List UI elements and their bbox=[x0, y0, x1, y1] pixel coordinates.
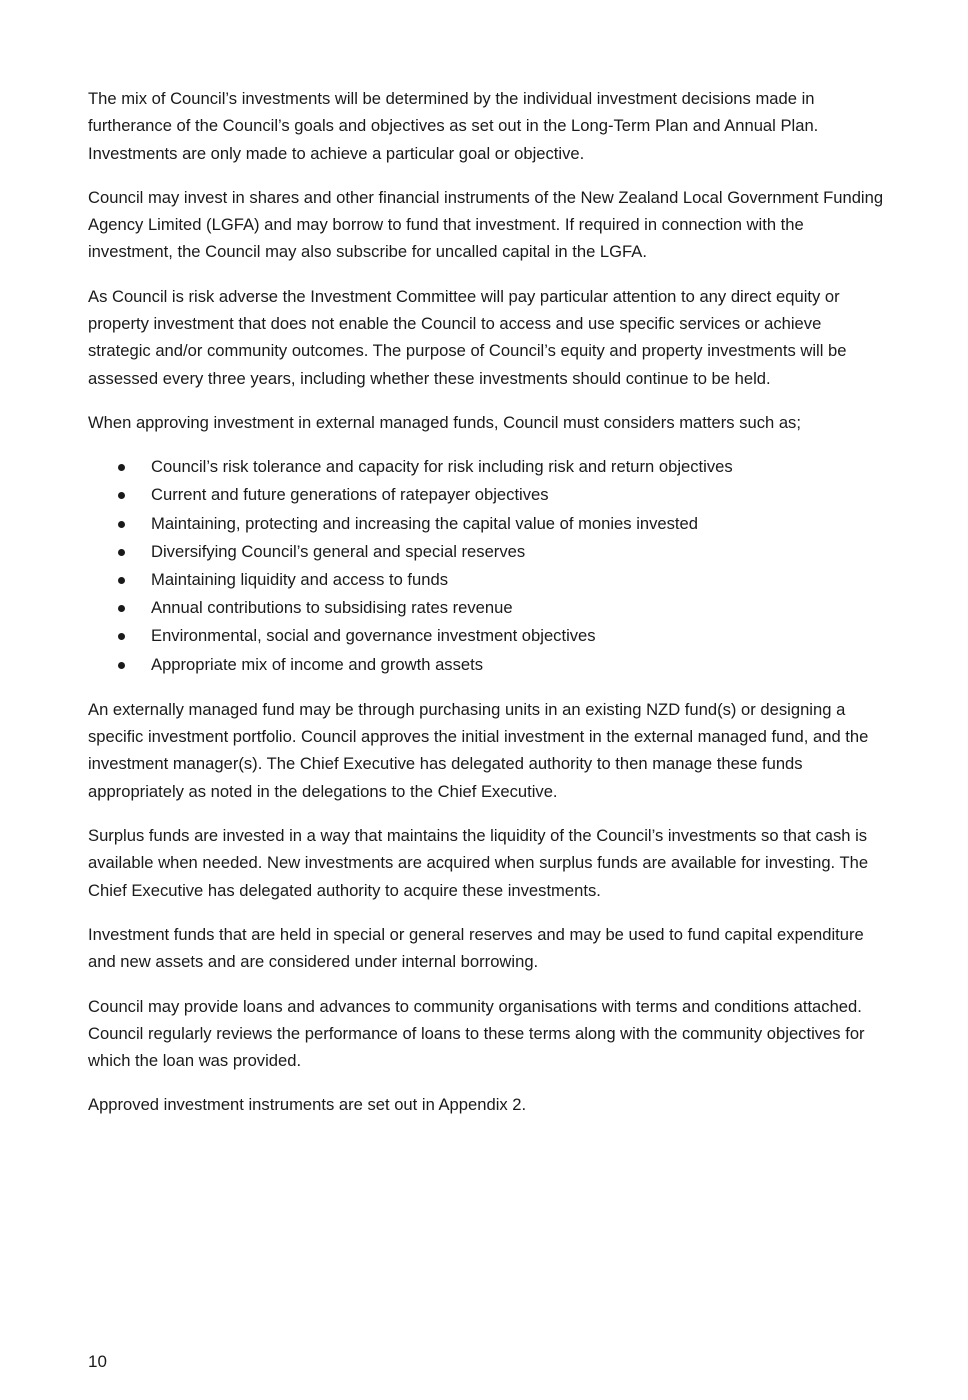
list-item-text: Council’s risk tolerance and capacity for risk including risk and return objectives bbox=[151, 457, 733, 477]
page-content bbox=[88, 85, 888, 1136]
list-item-text: Current and future generations of ratepayer objectives bbox=[151, 485, 549, 505]
paragraph-lgfa: Council may invest in shares and other financial instruments of the New Zealand Local Government Funding Agency Limited (LGFA) and may borrow to fund that investment. If required in connection with the investment, the Council may also subscribe for uncalled capital in the LGFA. bbox=[88, 187, 884, 262]
bullet-icon bbox=[118, 549, 125, 556]
list-item-text: Maintaining, protecting and increasing the capital value of monies invested bbox=[151, 513, 699, 533]
list-item-text: Diversifying Council’s general and special reserves bbox=[151, 541, 526, 561]
list-item bbox=[88, 481, 888, 509]
bullet-icon bbox=[118, 605, 125, 612]
paragraph-surplus-funds: Surplus funds are invested in a way that maintains the liquidity of the Council’s investments so that cash is available when needed. New investments are acquired when surplus funds are available for investing. The Chief Executive has delegated authority to acquire these investments. bbox=[88, 826, 869, 900]
considerations-list bbox=[88, 453, 888, 679]
page-number: 10 bbox=[88, 1352, 107, 1371]
paragraph-investment-mix: The mix of Council’s investments will be determined by the individual investment decisions made in furtherance of the Council’s goals and objectives as set out in the Long-Term Plan and Annual Plan. Investments are only made to achieve a particular goal or objective. bbox=[88, 89, 819, 163]
paragraph-risk-adverse: As Council is risk adverse the Investment Committee will pay particular attention to any direct equity or property investment that does not enable the Council to access and use specific services or achieve strategic and/or community outcomes. The purpose of Council’s equity and property investments will be assessed every three years, including whether these investments should continue to be held. bbox=[88, 286, 847, 388]
paragraph-reserves: Investment funds that are held in special or general reserves and may be used to fund capital expenditure and new assets and are considered under internal borrowing. bbox=[88, 924, 864, 972]
bullet-icon bbox=[118, 662, 125, 669]
list-item-text: Annual contributions to subsidising rates revenue bbox=[151, 598, 513, 618]
list-item-text: Environmental, social and governance investment objectives bbox=[151, 626, 596, 646]
list-item-text: Appropriate mix of income and growth assets bbox=[151, 654, 484, 674]
list-item bbox=[88, 651, 888, 679]
paragraph-externally-managed-fund: An externally managed fund may be through purchasing units in an existing NZD fund(s) or designing a specific investment portfolio. Council approves the initial investment in the external managed fund, and the investment manager(s). The Chief Executive has delegated authority to then manage these funds appropriately as noted in the delegations to the Chief Executive. bbox=[88, 699, 869, 801]
list-item bbox=[88, 510, 888, 538]
list-item bbox=[88, 538, 888, 566]
list-item bbox=[88, 622, 888, 650]
list-item bbox=[88, 594, 888, 622]
bullet-icon bbox=[118, 521, 125, 528]
bullet-icon bbox=[118, 492, 125, 499]
list-item bbox=[88, 566, 888, 594]
paragraph-appendix-reference: Approved investment instruments are set out in Appendix 2. bbox=[88, 1095, 527, 1115]
paragraph-external-funds-intro: When approving investment in external managed funds, Council must considers matters such as; bbox=[88, 412, 801, 432]
paragraph-community-loans: Council may provide loans and advances to community organisations with terms and conditions attached. Council regularly reviews the performance of loans to these terms along with the community objectives for which the loan was provided. bbox=[88, 996, 865, 1071]
list-item-text: Maintaining liquidity and access to funds bbox=[151, 570, 449, 590]
list-item bbox=[88, 453, 888, 481]
bullet-icon bbox=[118, 464, 125, 471]
bullet-icon bbox=[118, 577, 125, 584]
bullet-icon bbox=[118, 633, 125, 640]
